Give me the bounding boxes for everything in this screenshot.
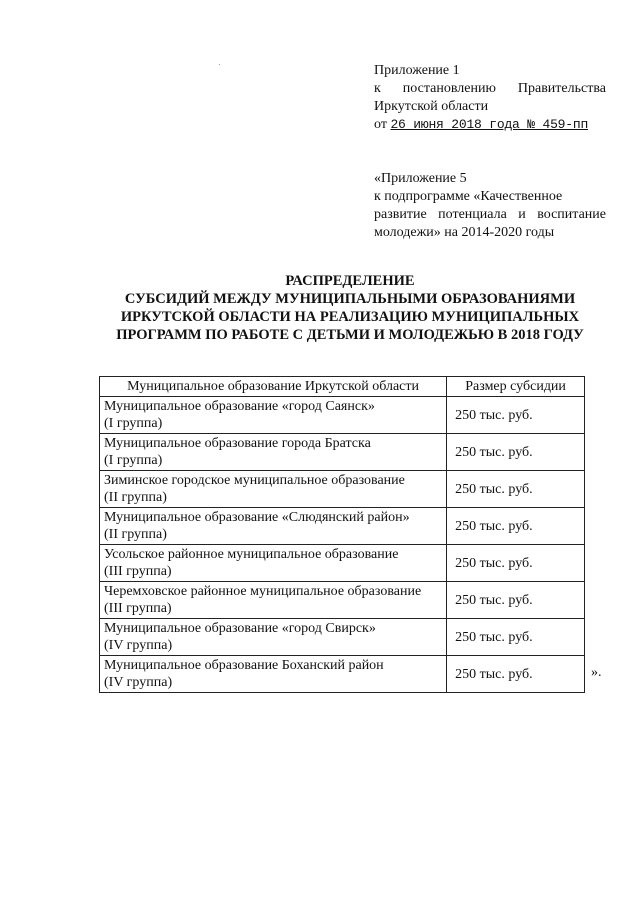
subsidy-amount: 250 тыс. руб.: [447, 582, 585, 619]
municipality-group: (IV группа): [104, 638, 173, 653]
municipality-group: (I группа): [104, 453, 163, 468]
document-title-line: ИРКУТСКОЙ ОБЛАСТИ НА РЕАЛИЗАЦИЮ МУНИЦИПАЛЬНЫХ: [120, 309, 580, 325]
column-header-municipality: Муниципальное образование Иркутской области: [100, 377, 447, 397]
appendix-5-word: воспитание: [537, 207, 606, 222]
document-title-line: СУБСИДИЙ МЕЖДУ МУНИЦИПАЛЬНЫМИ ОБРАЗОВАНИЯМИ: [124, 291, 576, 307]
municipality-name: Зиминское городское муниципальное образование: [104, 473, 405, 488]
closing-quote-mark: ».: [591, 665, 602, 680]
municipality-cell: [100, 582, 447, 619]
municipality-group: (IV группа): [104, 675, 173, 690]
appendix-1-word: Правительства: [517, 81, 606, 96]
appendix-1-date-prefix: от: [374, 117, 387, 132]
appendix-5-title: «Приложение 5: [374, 171, 467, 186]
municipality-name: Муниципальное образование Боханский район: [104, 658, 384, 673]
table-row: [100, 508, 585, 545]
subsidy-amount: 250 тыс. руб.: [447, 545, 585, 582]
municipality-name: Муниципальное образование города Братска: [104, 436, 371, 451]
appendix-1-word: к: [374, 81, 381, 96]
subsidy-amount: 250 тыс. руб.: [447, 656, 585, 693]
municipality-cell: [100, 434, 447, 471]
municipality-name: Усольское районное муниципальное образование: [104, 547, 399, 562]
table-row: [100, 434, 585, 471]
appendix-5-word: развитие: [374, 207, 427, 222]
table-row: [100, 656, 585, 693]
document-title: [80, 272, 620, 344]
appendix-5-subprogram-line: [374, 206, 606, 224]
municipality-name: Муниципальное образование «город Саянск»: [104, 399, 375, 414]
table-row: [100, 545, 585, 582]
scan-speck: [219, 64, 220, 65]
appendix-1-date-line: [374, 116, 606, 134]
municipality-cell: [100, 471, 447, 508]
municipality-cell: [100, 508, 447, 545]
appendix-5-years: молодежи» на 2014-2020 годы: [374, 225, 555, 240]
municipality-cell: [100, 619, 447, 656]
appendix-5-subprogram: к подпрограмме «Качественное: [374, 189, 563, 204]
subsidy-amount: 250 тыс. руб.: [447, 508, 585, 545]
subsidy-amount: 250 тыс. руб.: [447, 397, 585, 434]
municipality-cell: [100, 545, 447, 582]
appendix-1-date-value: 26 июня 2018 года № 459-пп: [390, 117, 589, 132]
column-header-subsidy: Размер субсидии: [447, 377, 585, 397]
document-title-line: РАСПРЕДЕЛЕНИЕ: [285, 273, 415, 289]
municipality-name: Черемховское районное муниципальное образование: [104, 584, 422, 599]
municipality-name: Муниципальное образование «Слюдянский район»: [104, 510, 410, 525]
municipality-group: (III группа): [104, 601, 172, 616]
table-row: [100, 582, 585, 619]
subsidy-amount: 250 тыс. руб.: [447, 619, 585, 656]
table-row: [100, 397, 585, 434]
appendix-1-header: [374, 62, 606, 134]
appendix-1-resolution-line: [374, 80, 606, 98]
municipality-cell: [100, 656, 447, 693]
document-title-line: ПРОГРАММ ПО РАБОТЕ С ДЕТЬМИ И МОЛОДЕЖЬЮ В 2018 ГОДУ: [116, 327, 584, 343]
municipality-group: (II группа): [104, 490, 167, 505]
appendix-5-word: и: [518, 207, 526, 222]
table-header-row: [100, 377, 585, 397]
municipality-name: Муниципальное образование «город Свирск»: [104, 621, 376, 636]
subsidy-amount: 250 тыс. руб.: [447, 471, 585, 508]
table-row: [100, 471, 585, 508]
municipality-group: (III группа): [104, 564, 172, 579]
appendix-5-word: потенциала: [438, 207, 507, 222]
appendix-5-header: [374, 170, 606, 242]
subsidy-amount: 250 тыс. руб.: [447, 434, 585, 471]
appendix-1-region: Иркутской области: [374, 99, 489, 114]
municipality-group: (II группа): [104, 527, 167, 542]
appendix-1-title: Приложение 1: [374, 63, 460, 78]
municipality-group: (I группа): [104, 416, 163, 431]
subsidy-table: [99, 376, 585, 693]
appendix-1-word: постановлению: [402, 81, 496, 96]
municipality-cell: [100, 397, 447, 434]
table-row: [100, 619, 585, 656]
